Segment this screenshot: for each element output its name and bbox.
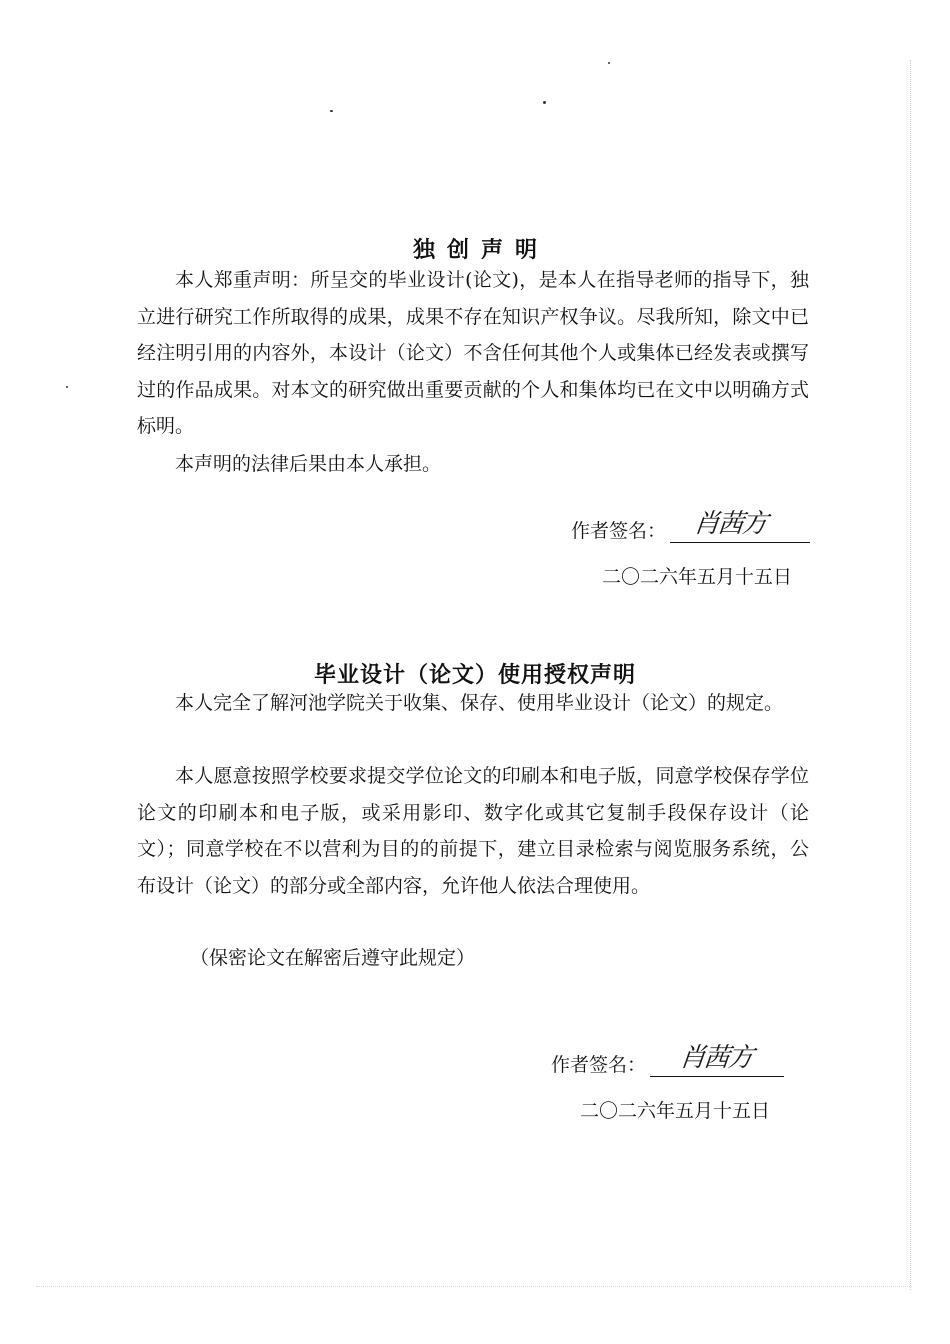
signature-line [670, 510, 810, 543]
handwritten-signature: 肖茜方 [678, 1043, 754, 1073]
authorization-note: （保密论文在解密后遵守此规定） [190, 947, 476, 969]
declaration-signature-block [571, 510, 810, 543]
authorization-paragraph: 本人完全了解河池学院关于收集、保存、使用毕业设计（论文）的规定。 [175, 692, 784, 714]
authorization-title: 毕业设计（论文）使用授权声明 [313, 662, 636, 688]
signature-line [650, 1044, 784, 1077]
declaration-title: 独创声明 [412, 237, 549, 263]
handwritten-signature: 肖茜方 [692, 509, 768, 539]
scan-speck [543, 101, 546, 104]
authorization-date: 二〇二六年五月十五日 [580, 1100, 771, 1122]
declaration-date: 二〇二六年五月十五日 [602, 566, 793, 588]
page-edge-bottom [36, 1286, 912, 1288]
scan-speck [66, 386, 68, 388]
scan-speck [608, 62, 610, 64]
authorization-paragraph: 本人愿意按照学校要求提交学位论文的印刷本和电子版，同意学校保存学位论文的印刷本和电子版，或采用影印、数字化或其它复制手段保存设计（论文）；同意学校在不以营利为目的的前提下，建立目录检索与阅览服务系统，公布设计（论文）的部分或全部内容，允许他人依法合理使用。 [137, 765, 809, 897]
authorization-signature-block [551, 1044, 784, 1077]
scan-speck [330, 110, 333, 112]
declaration-paragraph: 本人郑重声明：所呈交的毕业设计(论文)，是本人在指导老师的指导下，独立进行研究工作所取得的成果，成果不存在知识产权争议。尽我所知，除文中已经注明引用的内容外，本设计（论文）不含任何其他个人或集体已经发表或撰写过的作品成果。对本文的研究做出重要贡献的个人和集体均已在文中以明确方式标明。 [137, 269, 809, 437]
signature-label: 作者签名： [571, 520, 667, 542]
declaration-paragraph: 本声明的法律后果由本人承担。 [175, 453, 442, 475]
signature-label: 作者签名： [551, 1054, 647, 1076]
